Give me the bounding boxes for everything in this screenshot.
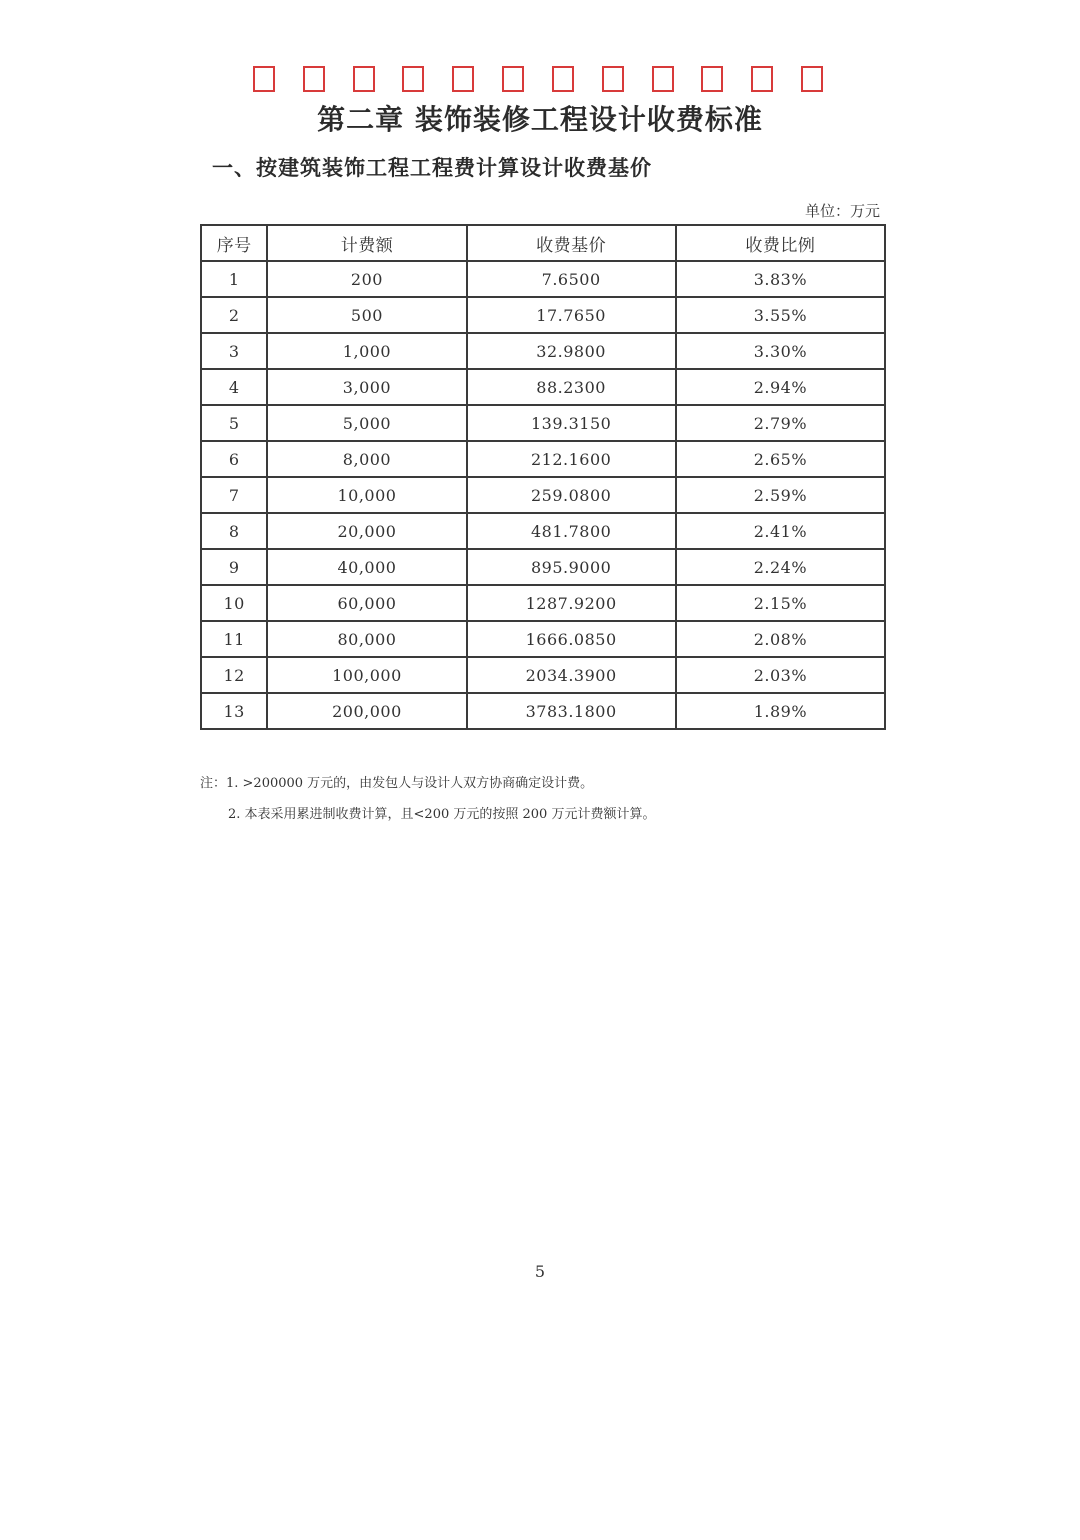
- cell-base-price: 259.0800: [467, 477, 676, 513]
- cell-fee-ratio: 2.79%: [676, 405, 885, 441]
- cell-base-price: 1287.9200: [467, 585, 676, 621]
- red-box: [701, 66, 723, 92]
- table-row: [201, 621, 885, 657]
- cell-fee-amount: 3,000: [267, 369, 466, 405]
- red-box: [452, 66, 474, 92]
- table-row: [201, 261, 885, 297]
- cell-index: 9: [201, 549, 267, 585]
- cell-index: 8: [201, 513, 267, 549]
- cell-fee-ratio: 2.59%: [676, 477, 885, 513]
- red-box: [253, 66, 275, 92]
- column-header-index: 序号: [201, 225, 267, 261]
- cell-index: 10: [201, 585, 267, 621]
- table-row: [201, 585, 885, 621]
- red-box: [602, 66, 624, 92]
- column-header-base-price: 收费基价: [467, 225, 676, 261]
- table-header-row: [201, 225, 885, 261]
- table-row: [201, 441, 885, 477]
- cell-index: 3: [201, 333, 267, 369]
- cell-fee-amount: 200: [267, 261, 466, 297]
- cell-fee-amount: 10,000: [267, 477, 466, 513]
- table-row: [201, 405, 885, 441]
- cell-fee-amount: 8,000: [267, 441, 466, 477]
- cell-index: 4: [201, 369, 267, 405]
- cell-base-price: 2034.3900: [467, 657, 676, 693]
- cell-index: 6: [201, 441, 267, 477]
- fee-table: [200, 224, 886, 730]
- column-header-fee-ratio: 收费比例: [676, 225, 885, 261]
- cell-fee-ratio: 2.03%: [676, 657, 885, 693]
- red-box: [353, 66, 375, 92]
- red-box: [502, 66, 524, 92]
- red-box: [652, 66, 674, 92]
- red-box-row: [253, 66, 823, 96]
- cell-index: 7: [201, 477, 267, 513]
- cell-fee-ratio: 3.83%: [676, 261, 885, 297]
- cell-fee-ratio: 2.65%: [676, 441, 885, 477]
- page-number: 5: [534, 1262, 546, 1281]
- table-row: [201, 333, 885, 369]
- cell-index: 13: [201, 693, 267, 729]
- cell-fee-amount: 500: [267, 297, 466, 333]
- cell-fee-ratio: 2.15%: [676, 585, 885, 621]
- note-1: 注：1. >200000 万元的，由发包人与设计人双方协商确定设计费。: [200, 776, 594, 791]
- table-row: [201, 693, 885, 729]
- cell-base-price: 17.7650: [467, 297, 676, 333]
- cell-base-price: 1666.0850: [467, 621, 676, 657]
- cell-index: 1: [201, 261, 267, 297]
- cell-base-price: 3783.1800: [467, 693, 676, 729]
- red-box: [751, 66, 773, 92]
- cell-fee-amount: 60,000: [267, 585, 466, 621]
- cell-fee-amount: 100,000: [267, 657, 466, 693]
- cell-fee-amount: 20,000: [267, 513, 466, 549]
- cell-fee-ratio: 2.08%: [676, 621, 885, 657]
- cell-base-price: 212.1600: [467, 441, 676, 477]
- table-row: [201, 477, 885, 513]
- cell-fee-ratio: 1.89%: [676, 693, 885, 729]
- red-box: [303, 66, 325, 92]
- cell-fee-ratio: 2.41%: [676, 513, 885, 549]
- cell-index: 5: [201, 405, 267, 441]
- chapter-title: 第二章 装饰装修工程设计收费标准: [317, 103, 763, 136]
- cell-index: 11: [201, 621, 267, 657]
- cell-fee-amount: 80,000: [267, 621, 466, 657]
- red-box: [801, 66, 823, 92]
- column-header-fee-amount: 计费额: [267, 225, 466, 261]
- table-row: [201, 657, 885, 693]
- table-row: [201, 549, 885, 585]
- table-row: [201, 297, 885, 333]
- cell-fee-ratio: 2.94%: [676, 369, 885, 405]
- cell-index: 2: [201, 297, 267, 333]
- cell-base-price: 895.9000: [467, 549, 676, 585]
- cell-fee-amount: 200,000: [267, 693, 466, 729]
- cell-base-price: 88.2300: [467, 369, 676, 405]
- red-box: [402, 66, 424, 92]
- section-title: 一、按建筑装饰工程工程费计算设计收费基价: [212, 156, 652, 180]
- red-box: [552, 66, 574, 92]
- table-row: [201, 513, 885, 549]
- unit-label: 单位：万元: [804, 202, 880, 220]
- cell-index: 12: [201, 657, 267, 693]
- cell-base-price: 139.3150: [467, 405, 676, 441]
- cell-fee-ratio: 3.55%: [676, 297, 885, 333]
- cell-fee-amount: 5,000: [267, 405, 466, 441]
- cell-base-price: 32.9800: [467, 333, 676, 369]
- cell-fee-ratio: 3.30%: [676, 333, 885, 369]
- cell-base-price: 481.7800: [467, 513, 676, 549]
- table-row: [201, 369, 885, 405]
- cell-fee-amount: 40,000: [267, 549, 466, 585]
- note-2: 2. 本表采用累进制收费计算，且<200 万元的按照 200 万元计费额计算。: [228, 807, 656, 822]
- cell-base-price: 7.6500: [467, 261, 676, 297]
- cell-fee-ratio: 2.24%: [676, 549, 885, 585]
- cell-fee-amount: 1,000: [267, 333, 466, 369]
- notes: [200, 768, 655, 830]
